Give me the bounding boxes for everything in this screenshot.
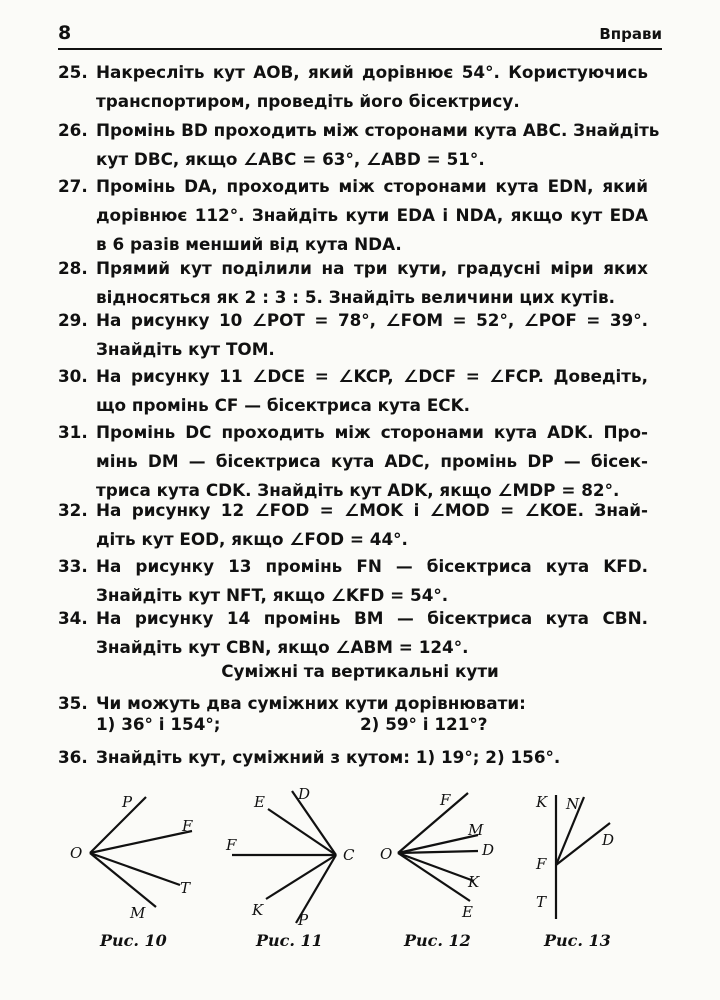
exercise-line: На рисунку 10 ∠POT = 78°, ∠FOM = 52°, ∠POF = 39°. xyxy=(96,310,648,330)
label-F: F xyxy=(226,836,237,854)
figure-13-diagram xyxy=(528,785,638,925)
exercise-line: Прямий кут поділили на три кути, градусні міри яких xyxy=(96,258,648,278)
label-D: D xyxy=(602,831,615,849)
exercise-number: 33. xyxy=(58,556,88,576)
exercise-number: 35. xyxy=(58,693,88,713)
exercise-text: Чи можуть два суміжних кути дорівнювати: xyxy=(96,693,526,713)
section-subheading: Суміжні та вертикальні кути xyxy=(221,661,499,681)
figure-10 xyxy=(60,785,230,929)
label-E: E xyxy=(462,903,473,921)
label-M: M xyxy=(130,904,146,922)
exercise-31 xyxy=(58,418,648,505)
label-D: D xyxy=(298,785,311,803)
exercise-text: Знайдіть кут, суміжний з кутом: 1) 19°; 2) 156°. xyxy=(96,747,561,767)
label-O: O xyxy=(380,845,393,863)
exercise-36 xyxy=(58,743,648,772)
section-title: Вправи xyxy=(599,25,662,43)
exercise-number: 28. xyxy=(58,258,88,278)
exercise-number: 36. xyxy=(58,747,88,767)
label-P: P xyxy=(122,793,133,811)
exercise-number: 29. xyxy=(58,310,88,330)
label-M: M xyxy=(468,821,484,839)
label-T: T xyxy=(536,893,547,911)
figure-13-caption: Рис. 13 xyxy=(544,931,611,950)
exercise-line: Знайдіть кут TOM. xyxy=(96,339,275,359)
page-number: 8 xyxy=(58,22,72,44)
exercise-25 xyxy=(58,58,648,116)
label-C: C xyxy=(343,846,355,864)
label-N: N xyxy=(566,795,580,813)
exercise-number: 27. xyxy=(58,176,88,196)
figure-12-diagram xyxy=(378,785,528,925)
figure-10-diagram xyxy=(60,785,230,925)
exercise-line: триса кута CDK. Знайдіть кут ADK, якщо ∠MDP = 82°. xyxy=(96,480,620,500)
exercise-number: 26. xyxy=(58,120,88,140)
label-F: F xyxy=(182,817,193,835)
label-K: K xyxy=(536,793,548,811)
exercise-number: 34. xyxy=(58,608,88,628)
exercise-32 xyxy=(58,496,648,554)
exercise-33 xyxy=(58,552,648,610)
exercise-line: Промінь BD проходить між сторонами кута ABC. Знайдіть xyxy=(96,120,660,140)
exercise-line: відносяться як 2 : 3 : 5. Знайдіть величини цих кутів. xyxy=(96,287,615,307)
exercise-line: На рисунку 13 промінь FN — бісектриса кута KFD. xyxy=(96,556,648,576)
page-header xyxy=(58,20,662,50)
exercise-line: кут DBC, якщо ∠ABC = 63°, ∠ABD = 51°. xyxy=(96,149,485,169)
label-D: D xyxy=(482,841,495,859)
exercise-34 xyxy=(58,604,648,662)
exercise-30 xyxy=(58,362,648,420)
exercise-line: транспортиром, проведіть його бісектрису. xyxy=(96,91,520,111)
label-P: P xyxy=(298,911,309,929)
exercise-line: На рисунку 11 ∠DCE = ∠KCP, ∠DCF = ∠FCP. Доведіть, xyxy=(96,366,648,386)
exercise-line: діть кут EOD, якщо ∠FOD = 44°. xyxy=(96,529,408,549)
figure-12 xyxy=(378,785,528,929)
exercise-number: 32. xyxy=(58,500,88,520)
label-T: T xyxy=(180,879,191,897)
exercise-line: На рисунку 14 промінь BM — бісектриса кута CBN. xyxy=(96,608,648,628)
exercise-line: Промінь DC проходить між сторонами кута ADK. Про- xyxy=(96,422,648,442)
exercise-line: На рисунку 12 ∠FOD = ∠MOK і ∠MOD = ∠KOE. Знай- xyxy=(96,500,648,520)
exercise-line: Накресліть кут AOB, який дорівнює 54°. Користуючись xyxy=(96,62,648,82)
label-F: F xyxy=(536,855,547,873)
label-K: K xyxy=(252,901,264,919)
exercise-number: 31. xyxy=(58,422,88,442)
exercise-line: що промінь CF — бісектриса кута ECK. xyxy=(96,395,470,415)
exercise-line: Знайдіть кут CBN, якщо ∠ABM = 124°. xyxy=(96,637,469,657)
figure-10-caption: Рис. 10 xyxy=(100,931,167,950)
label-E: E xyxy=(254,793,265,811)
figure-11 xyxy=(218,785,368,929)
exercise-line: Знайдіть кут NFT, якщо ∠KFD = 54°. xyxy=(96,585,449,605)
exercise-line: мінь DM — бісектриса кута ADC, промінь DP — бісек- xyxy=(96,451,648,471)
label-K: K xyxy=(468,873,480,891)
option-1: 1) 36° і 154°; xyxy=(96,714,221,734)
figure-12-caption: Рис. 12 xyxy=(404,931,471,950)
figure-13 xyxy=(528,785,638,929)
exercise-28 xyxy=(58,254,648,312)
exercise-line: дорівнює 112°. Знайдіть кути EDA і NDA, якщо кут EDA xyxy=(96,205,648,225)
exercise-number: 25. xyxy=(58,62,88,82)
exercise-line: Промінь DA, проходить між сторонами кута EDN, який xyxy=(96,176,648,196)
exercise-27 xyxy=(58,172,648,259)
label-F: F xyxy=(440,791,451,809)
label-O: O xyxy=(70,844,83,862)
option-2: 2) 59° і 121°? xyxy=(360,714,488,734)
figure-11-caption: Рис. 11 xyxy=(256,931,323,950)
figure-11-diagram xyxy=(218,785,368,929)
exercise-26 xyxy=(58,116,660,174)
exercise-line: в 6 разів менший від кута NDA. xyxy=(96,234,402,254)
exercise-29 xyxy=(58,306,648,364)
exercise-number: 30. xyxy=(58,366,88,386)
